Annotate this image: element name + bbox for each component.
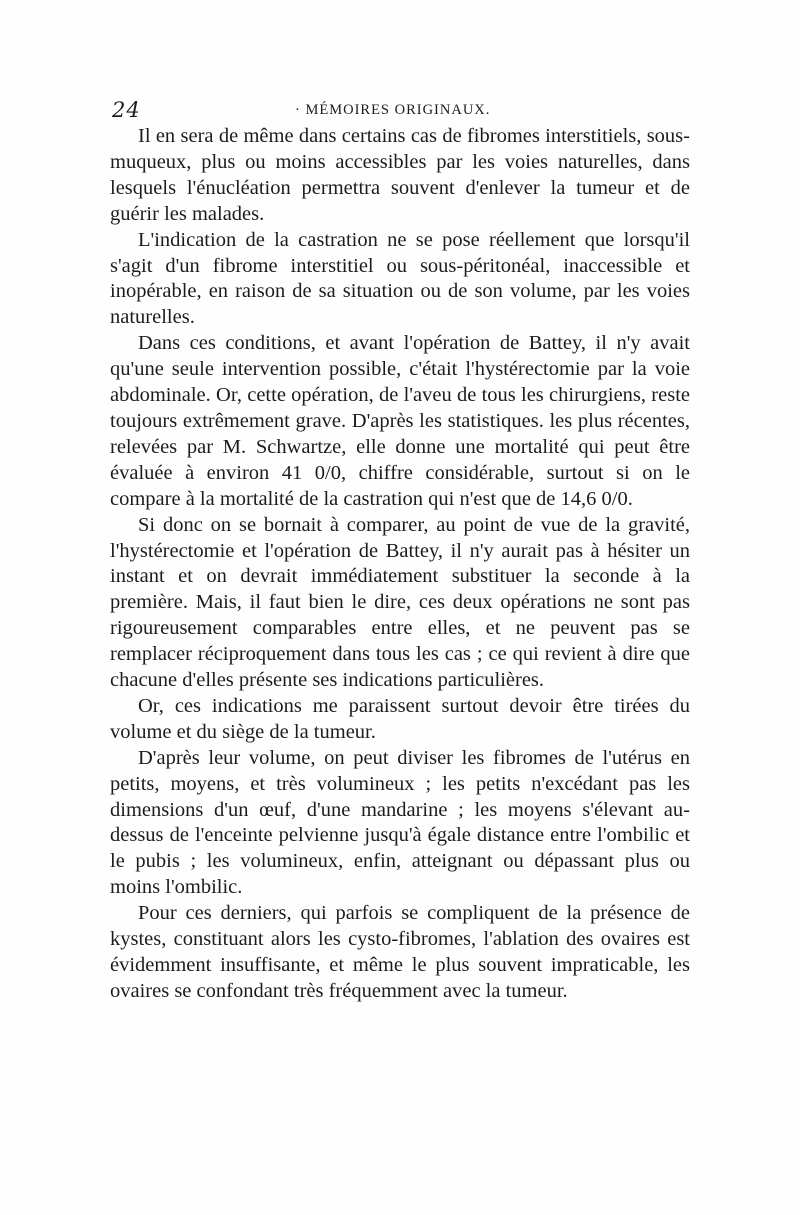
- paragraph: D'après leur volume, on peut diviser les fibromes de l'utérus en petits, moyens, et très volumineux ; les petits n'excédant pas les dimensions d'un œuf, d'une mandarine ; les moyens s'élevant au-dessus de l'enceinte pelvienne jusqu'à égale distance entre l'ombilic et le pubis ; les volumineux, enfin, atteignant ou dépassant plus ou moins l'ombilic.: [110, 746, 690, 899]
- paragraph: Il en sera de même dans certains cas de fibromes interstitiels, sous-muqueux, plus ou moins accessibles par les voies naturelles, dans lesquels l'énucléation permettra souvent d'enlever la tumeur et de guérir les malades.: [110, 125, 690, 225]
- paragraph: L'indication de la castration ne se pose réellement que lorsqu'il s'agit d'un fibrome interstitiel ou sous-péritonéal, inaccessible et inopérable, en raison de sa situation ou de son volume, par les voies naturelles.: [110, 228, 690, 329]
- page-number: 24: [112, 98, 141, 122]
- running-head: · MÉMOIRES ORIGINAUX.: [295, 102, 491, 118]
- paragraph: Or, ces indications me paraissent surtout devoir être tirées du volume et du siège de la tumeur.: [110, 694, 690, 743]
- body-text: [110, 124, 690, 1005]
- paragraph: Dans ces conditions, et avant l'opération de Battey, il n'y avait qu'une seule intervention possible, c'était l'hystérectomie par la voie abdominale. Or, cette opération, de l'aveu de tous les chirurgiens, reste toujours extrêmement grave. D'après les statistiques. les plus récentes, relevées par M. Schwartze, elle donne une mortalité qui peut être évaluée à environ 41 0/0, chiffre considérable, surtout si on le compare à la mortalité de la castration qui n'est que de 14,6 0/0.: [110, 332, 690, 510]
- paragraph: Si donc on se bornait à comparer, au point de vue de la gravité, l'hystérectomie et l'opération de Battey, il n'y aurait pas à hésiter un instant et on devrait immédiatement substituer la seconde à la première. Mais, il faut bien le dire, ces deux opérations ne sont pas rigoureusement comparables entre elles, et ne peuvent pas se remplacer réciproquement dans tous les cas ; ce qui revient à dire que chacune d'elles présente ses indications particulières.: [110, 513, 690, 692]
- paragraph: Pour ces derniers, qui parfois se compliquent de la présence de kystes, constituant alors les cysto-fibromes, l'ablation des ovaires est évidemment insuffisante, et même le plus souvent impraticable, les ovaires se confondant très fréquemment avec la tumeur.: [110, 902, 690, 1002]
